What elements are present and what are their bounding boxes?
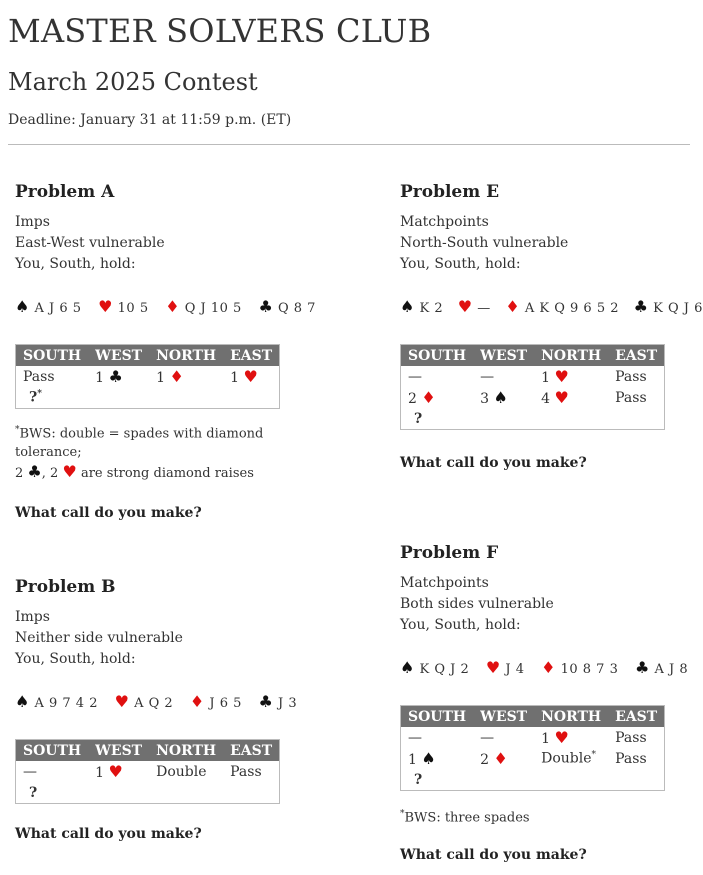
col-east: EAST	[223, 740, 280, 762]
col-north: NORTH	[534, 706, 608, 728]
footnote-mark: *	[591, 750, 596, 761]
call: —	[23, 763, 37, 780]
spades-holding: A 9 7 4 2	[34, 696, 98, 711]
clubs-holding: K Q J 6	[653, 301, 703, 316]
heart-icon: ♥	[554, 367, 569, 386]
heart-icon: ♥	[457, 297, 473, 316]
col-south: SOUTH	[401, 345, 474, 367]
bws-note: *BWS: double = spades with diamond tolerance; 2 ♣, 2 ♥ are strong diamond raises	[15, 425, 264, 482]
auction-row	[401, 769, 665, 791]
spades-holding: K Q J 2	[419, 662, 470, 677]
problem-title: Problem E	[400, 182, 500, 202]
hand	[400, 658, 690, 677]
col-north: NORTH	[534, 345, 608, 367]
problem-e	[400, 182, 703, 471]
call: Double	[156, 763, 207, 780]
call: 1 ♥	[541, 728, 569, 747]
auction-row	[401, 748, 665, 769]
problem-title: Problem F	[400, 543, 499, 563]
problem-info	[15, 607, 305, 670]
scoring-text: Imps	[15, 214, 50, 230]
question-mark: ?	[414, 771, 423, 788]
call: 1 ♥	[230, 367, 258, 386]
col-west: WEST	[473, 706, 534, 728]
question-prompt: What call do you make?	[400, 455, 587, 471]
problem-b	[15, 577, 305, 842]
contest-subtitle: March 2025 Contest	[8, 68, 258, 96]
hearts-holding: J 4	[505, 662, 525, 677]
problem-f	[400, 543, 690, 863]
diamonds-holding: Q J 10 5	[184, 301, 242, 316]
auction-table	[400, 705, 665, 791]
question-mark: ?	[29, 784, 38, 801]
call: Pass	[615, 389, 647, 406]
header-divider	[8, 144, 690, 145]
call: 3 ♠	[480, 388, 508, 407]
heart-icon: ♥	[62, 462, 77, 482]
hearts-holding: 10 5	[117, 301, 149, 316]
call: —	[408, 729, 422, 746]
spade-icon: ♠	[493, 388, 508, 407]
problem-info	[400, 212, 690, 275]
page-title: MASTER SOLVERS CLUB	[8, 12, 432, 50]
problem-title: Problem A	[15, 182, 115, 202]
col-south: SOUTH	[16, 345, 89, 367]
heart-icon: ♥	[485, 658, 501, 677]
heart-icon: ♥	[243, 367, 258, 386]
col-west: WEST	[473, 345, 534, 367]
col-east: EAST	[223, 345, 280, 367]
diamond-icon: ♦	[493, 749, 508, 768]
club-icon: ♣	[258, 297, 274, 316]
club-icon: ♣	[258, 692, 274, 711]
problem-info	[400, 573, 690, 636]
call: 1 ♣	[95, 367, 123, 386]
hearts-holding: A Q 2	[134, 696, 174, 711]
vulnerability-text: Neither side vulnerable	[15, 630, 183, 646]
auction-row	[401, 727, 665, 748]
call: —	[480, 729, 495, 746]
heart-icon: ♥	[114, 692, 130, 711]
question-prompt: What call do you make?	[15, 505, 202, 522]
spades-holding: A J 6 5	[34, 301, 82, 316]
call: 1 ♦	[156, 367, 184, 386]
auction-row	[16, 782, 280, 804]
diamonds-holding: J 6 5	[209, 696, 242, 711]
scoring-text: Matchpoints	[400, 575, 489, 591]
col-south: SOUTH	[401, 706, 474, 728]
question-mark: ?	[414, 410, 423, 427]
question-mark: ?*	[29, 389, 42, 406]
hold-text: You, South, hold:	[15, 651, 136, 667]
club-icon: ♣	[635, 658, 650, 677]
vulnerability-text: North-South vulnerable	[400, 235, 569, 251]
clubs-holding: Q 8 7	[277, 301, 316, 316]
call: Pass	[23, 368, 55, 385]
call: Pass	[615, 368, 647, 385]
diamond-icon: ♦	[169, 367, 184, 386]
diamond-icon: ♦	[189, 692, 205, 711]
heart-icon: ♥	[98, 297, 114, 316]
deadline-text: Deadline: January 31 at 11:59 p.m. (ET)	[8, 112, 292, 128]
spade-icon: ♠	[421, 749, 436, 768]
vulnerability-text: East-West vulnerable	[15, 235, 165, 251]
problem-info	[15, 212, 305, 275]
auction-row	[401, 387, 665, 408]
problem-a	[15, 182, 316, 522]
auction-row	[401, 408, 665, 430]
col-west: WEST	[88, 740, 149, 762]
auction-table	[15, 344, 280, 409]
club-icon: ♣	[633, 297, 649, 316]
bws-note: *BWS: three spades	[400, 809, 530, 826]
auction-row	[16, 761, 280, 782]
spade-icon: ♠	[15, 297, 30, 316]
hand	[15, 692, 305, 711]
call: 2 ♦	[480, 749, 508, 768]
club-icon: ♣	[108, 367, 123, 386]
spade-icon: ♠	[400, 658, 415, 677]
call: 1 ♠	[408, 749, 436, 768]
call: Double*	[541, 750, 596, 767]
vulnerability-text: Both sides vulnerable	[400, 596, 554, 612]
heart-icon: ♥	[554, 388, 569, 407]
diamond-icon: ♦	[541, 658, 556, 677]
diamond-icon: ♦	[165, 297, 181, 316]
call: 1 ♥	[95, 762, 123, 781]
col-east: EAST	[608, 706, 665, 728]
call: Pass	[615, 750, 647, 767]
problem-title: Problem B	[15, 577, 116, 597]
diamond-icon: ♦	[421, 388, 436, 407]
call: —	[480, 368, 495, 385]
hand	[400, 297, 703, 316]
scoring-text: Matchpoints	[400, 214, 489, 230]
footnote-mark: *	[37, 389, 42, 400]
col-north: NORTH	[149, 740, 223, 762]
hand	[15, 297, 316, 316]
diamond-icon: ♦	[505, 297, 521, 316]
scoring-text: Imps	[15, 609, 50, 625]
heart-icon: ♥	[554, 728, 569, 747]
hearts-holding: —	[477, 301, 491, 316]
col-east: EAST	[608, 345, 665, 367]
clubs-holding: A J 8	[654, 662, 689, 677]
auction-row	[16, 366, 280, 387]
spade-icon: ♠	[400, 297, 415, 316]
question-prompt: What call do you make?	[15, 826, 202, 842]
heart-icon: ♥	[108, 762, 123, 781]
auction-row	[16, 387, 280, 409]
hold-text: You, South, hold:	[400, 256, 521, 272]
col-north: NORTH	[149, 345, 223, 367]
col-south: SOUTH	[16, 740, 89, 762]
diamonds-holding: A K Q 9 6 5 2	[524, 301, 619, 316]
call: 4 ♥	[541, 388, 569, 407]
hold-text: You, South, hold:	[15, 256, 136, 272]
auction-table	[400, 344, 665, 430]
call: 1 ♥	[541, 367, 569, 386]
auction-table	[15, 739, 280, 804]
diamonds-holding: 10 8 7 3	[560, 662, 619, 677]
spade-icon: ♠	[15, 692, 30, 711]
col-west: WEST	[88, 345, 149, 367]
club-icon: ♣	[27, 462, 42, 482]
hold-text: You, South, hold:	[400, 617, 521, 633]
question-prompt: What call do you make?	[400, 847, 587, 864]
auction-row	[401, 366, 665, 387]
spades-holding: K 2	[419, 301, 444, 316]
call: Pass	[230, 763, 262, 780]
clubs-holding: J 3	[278, 696, 298, 711]
call: Pass	[615, 729, 647, 746]
call: 2 ♦	[408, 388, 436, 407]
call: —	[408, 368, 422, 385]
